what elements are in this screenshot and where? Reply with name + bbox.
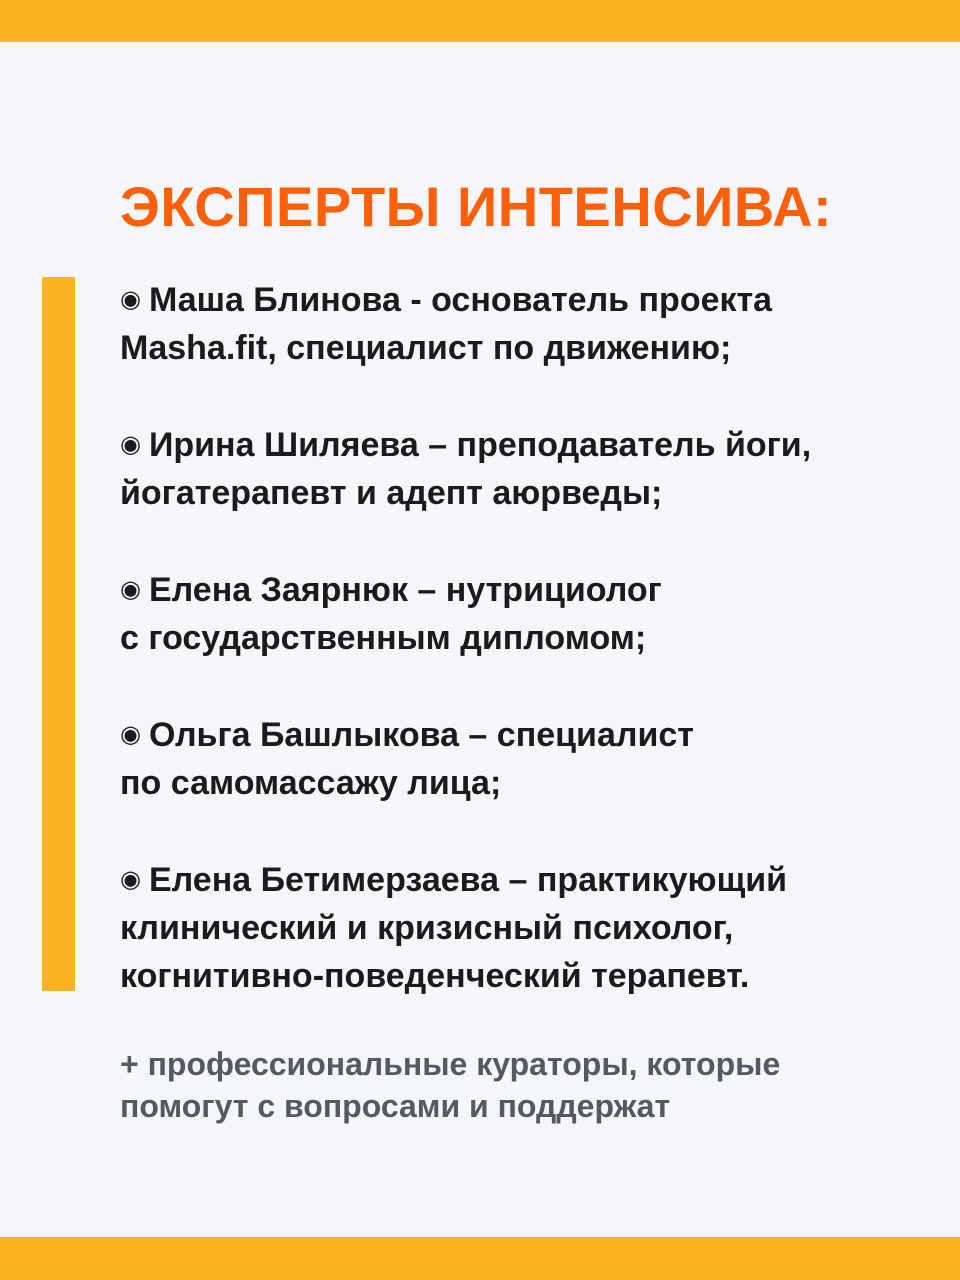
expert-line: когнитивно-поведенческий терапевт. xyxy=(120,957,750,995)
expert-item-zayarnyuk xyxy=(120,566,662,662)
expert-line: по самомассажу лица; xyxy=(120,764,502,802)
bullet-icon: ◉ xyxy=(120,431,141,458)
expert-item-blinova xyxy=(120,276,772,372)
expert-item-bashlykova xyxy=(120,711,694,807)
expert-line: ◉ Елена Бетимерзаева – практикующий xyxy=(120,856,787,904)
expert-line: ◉ Ольга Башлыкова – специалист xyxy=(120,711,694,759)
bullet-icon: ◉ xyxy=(120,866,141,893)
accent-bar xyxy=(42,277,75,991)
page-title: ЭКСПЕРТЫ ИНТЕНСИВА: xyxy=(120,175,833,238)
top-band xyxy=(0,0,960,42)
bottom-band xyxy=(0,1237,960,1280)
expert-line: ◉ Елена Заярнюк – нутрициолог xyxy=(120,566,662,614)
expert-line: с государственным дипломом; xyxy=(120,619,647,657)
bullet-icon: ◉ xyxy=(120,286,141,313)
expert-line: ◉ Маша Блинова - основатель проекта xyxy=(120,276,772,324)
expert-item-betimerzaeva xyxy=(120,856,787,1000)
expert-line: йогатерапевт и адепт аюрведы; xyxy=(120,474,663,512)
note-line: + профессиональные кураторы, которые xyxy=(120,1046,781,1082)
expert-line: ◉ Ирина Шиляева – преподаватель йоги, xyxy=(120,421,811,469)
note-line: помогут с вопросами и поддержат xyxy=(120,1088,671,1124)
expert-item-shilyaeva xyxy=(120,421,811,517)
expert-line: Masha.fit, специалист по движению; xyxy=(120,329,732,367)
bullet-icon: ◉ xyxy=(120,576,141,603)
expert-line: клинический и кризисный психолог, xyxy=(120,909,734,947)
bullet-icon: ◉ xyxy=(120,721,141,748)
curators-note xyxy=(120,1043,780,1127)
